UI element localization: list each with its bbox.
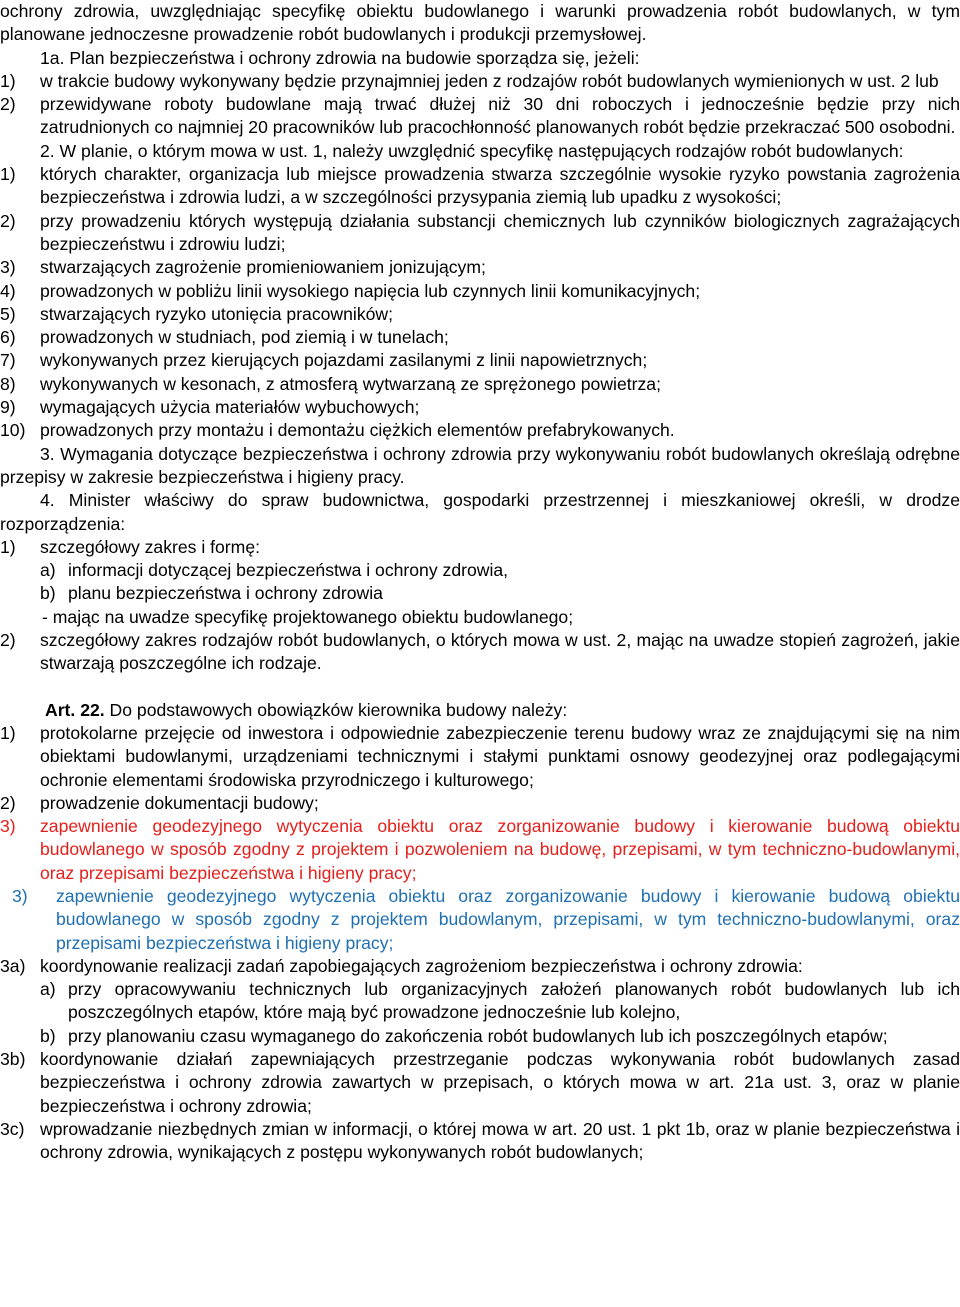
spacer (0, 676, 960, 699)
article-label: Art. 22. (45, 699, 105, 720)
list-item-number: 1) (0, 70, 16, 91)
list-item-number: 1) (0, 536, 16, 557)
deleted-list-item (0, 815, 960, 885)
sub-list-item (0, 559, 960, 582)
list-item-text: stwarzających ryzyko utonięcia pracowników; (40, 303, 393, 324)
section-2-heading-b: należy uwzględnić specyfikę następujących rodzajów robót budowlanych: (332, 140, 904, 161)
amended-list-item (0, 885, 960, 955)
list-item-text: przewidywane roboty budowlane mają trwać dłużej niż 30 dni roboczych i jednocześnie będzie przy nich zatrudnionych co najmniej 20 pracowników lub pracochłonność planowanych robót będzie przekraczać 500 osobodni. (40, 94, 960, 138)
list-item-number: 5) (0, 303, 16, 324)
list-item (0, 536, 960, 559)
list-item (0, 349, 960, 372)
list-item-number: 1) (0, 722, 16, 743)
article-intro: Do podstawowych obowiązków kierownika budowy należy: (109, 699, 568, 720)
dash-note: - mając na uwadze specyfikę projektowanego obiektu budowlanego; (42, 606, 574, 627)
list-item (0, 1118, 960, 1165)
list-item (0, 373, 960, 396)
list-item (0, 629, 960, 676)
sub-list-item-letter: b) (40, 1025, 56, 1046)
list-item-text: zapewnienie geodezyjnego wytyczenia obiektu oraz zorganizowanie budowy i kierowanie budową obiektu budowlanego w sposób zgodny z projektem i pozwoleniem na budowę, przepisami, w tym techniczno-budowlanymi, oraz przepisami bezpieczeństwa i higieny pracy; (40, 816, 960, 883)
section-2-heading-a: 2. W planie, o którym mowa w ust. 1, (40, 140, 328, 161)
list-item-number: 6) (0, 327, 16, 348)
list-item-number: 2) (0, 792, 16, 813)
list-item-number: 3c) (0, 1118, 25, 1139)
section-4-paragraph: 4. Minister właściwy do spraw budownictwa, gospodarki przestrzennej i mieszkaniowej określi, w drodze rozporządzenia: (0, 490, 960, 534)
sub-list-item-letter: a) (40, 979, 56, 1000)
list-item-text: wykonywanych przez kierujących pojazdami zasilanymi z linii napowietrznych; (40, 350, 648, 371)
list-item-text: których charakter, organizacja lub miejsce prowadzenia stwarza szczególnie wysokie ryzyko powstania zagrożenia bezpieczeństwa i zdrowia ludzi, a w szczególności przysypania ziemią lub upadku z wysokości; (40, 164, 960, 208)
list-item (0, 396, 960, 419)
list-item (0, 70, 960, 93)
list-item-text: zapewnienie geodezyjnego wytyczenia obiektu oraz zorganizowanie budowy i kierowanie budową obiektu budowlanego w sposób zgodny z projektem budowlanym, przepisami, w tym techniczno-budowlanymi, oraz przepisami bezpieczeństwa i higieny pracy; (56, 885, 960, 953)
list-item-number: 2) (0, 210, 16, 231)
list-item (0, 955, 960, 978)
list-item-text: koordynowanie realizacji zadań zapobiegających zagrożeniom bezpieczeństwa i ochrony zdrowia: (40, 955, 803, 976)
list-item-text: prowadzonych w studniach, pod ziemią i w tunelach; (40, 327, 449, 348)
list-item-number: 3) (0, 257, 16, 278)
list-item-text: wykonywanych w kesonach, z atmosferą wytwarzaną ze sprężonego powietrza; (40, 373, 661, 394)
list-item (0, 419, 960, 442)
list-item-number: 2) (0, 94, 16, 115)
list-item-text: wprowadzanie niezbędnych zmian w informacji, o której mowa w art. 20 ust. 1 pkt 1b, oraz w planie bezpieczeństwa i ochrony zdrowia, wynikających z postępu wykonywanych robót budowlanych; (40, 1118, 960, 1163)
sub-list-item-text: przy opracowywaniu technicznych lub organizacyjnych założeń planowanych robót budowlanych lub ich poszczególnych etapów, które mają być prowadzone jednocześnie lub kolejno, (68, 979, 960, 1023)
list-item (0, 303, 960, 326)
list-item-text: prowadzonych przy montażu i demontażu ciężkich elementów prefabrykowanych. (40, 420, 675, 441)
list-item-number: 3) (12, 885, 28, 906)
list-item-text: prowadzenie dokumentacji budowy; (40, 792, 319, 813)
list-item-number: 3) (0, 816, 16, 837)
list-item-number: 8) (0, 373, 16, 394)
sub-list-item-text: przy planowaniu czasu wymaganego do zakończenia robót budowlanych lub ich poszczególnych etapów; (68, 1025, 888, 1046)
sub-list-item (0, 582, 960, 605)
list-item-number: 7) (0, 350, 16, 371)
list-item-text: wymagających użycia materiałów wybuchowych; (40, 397, 420, 418)
list-item (0, 326, 960, 349)
sub-list-item (0, 1025, 960, 1048)
sub-list-item-text: informacji dotyczącej bezpieczeństwa i ochrony zdrowia, (68, 560, 509, 581)
list-item (0, 256, 960, 279)
list-item-text: szczegółowy zakres rodzajów robót budowlanych, o których mowa w ust. 2, mając na uwadze stopień zagrożeń, jakie stwarzają poszczególne ich rodzaje. (40, 630, 960, 674)
sub-list-item-letter: b) (40, 583, 56, 604)
list-item-text: protokolarne przejęcie od inwestora i odpowiednie zabezpieczenie terenu budowy wraz ze znajdującymi się na nim obiektami budowlanymi, urządzeniami technicznymi i stałymi punktami osnowy geodezyjnej oraz podlegającymi ochronie elementami środowiska przyrodniczego i kulturowego; (40, 722, 960, 790)
list-item-number: 3a) (0, 955, 26, 976)
list-item (0, 722, 960, 792)
list-item (0, 210, 960, 257)
list-item (0, 93, 960, 140)
list-item (0, 280, 960, 303)
article-22-heading (0, 699, 960, 722)
list-item-number: 3b) (0, 1049, 26, 1070)
section-1a-heading: 1a. Plan bezpieczeństwa i ochrony zdrowia na budowie sporządza się, jeżeli: (40, 47, 640, 68)
list-item-text: koordynowanie działań zapewniających przestrzeganie podczas wykonywania robót budowlanych zasad bezpieczeństwa i ochrony zdrowia zawartych w przepisach, o których mowa w art. 21a ust. 3, oraz w planie bezpieczeństwa i ochrony zdrowia; (40, 1049, 960, 1116)
list-item-number: 9) (0, 397, 16, 418)
sub-list-item-letter: a) (40, 560, 56, 581)
list-item (0, 792, 960, 815)
sub-list-item-text: planu bezpieczeństwa i ochrony zdrowia (68, 583, 383, 604)
list-item-text: prowadzonych w pobliżu linii wysokiego napięcia lub czynnych linii komunikacyjnych; (40, 280, 701, 301)
list-item-text: stwarzających zagrożenie promieniowaniem jonizującym; (40, 257, 486, 278)
sub-list-item (0, 978, 960, 1025)
intro-paragraph: ochrony zdrowia, uwzględniając specyfikę obiektu budowlanego i warunki prowadzenia robót budowlanych, w tym planowane jednoczesne prowadzenie robót budowlanych i produkcji przemysłowej. (0, 1, 960, 45)
list-item-text: przy prowadzeniu których występują działania substancji chemicznych lub czynników biologicznych zagrażających bezpieczeństwu i zdrowiu ludzi; (40, 210, 960, 254)
section-3-paragraph: 3. Wymagania dotyczące bezpieczeństwa i ochrony zdrowia przy wykonywaniu robót budowlanych określają odrębne przepisy w zakresie bezpieczeństwa i higieny pracy. (0, 443, 960, 487)
list-item-number: 4) (0, 280, 16, 301)
section-2-heading (0, 140, 960, 163)
list-item (0, 163, 960, 210)
list-item (0, 1048, 960, 1118)
list-item-text: szczegółowy zakres i formę: (40, 536, 260, 557)
list-item-number: 10) (0, 420, 26, 441)
list-item-text: w trakcie budowy wykonywany będzie przynajmniej jeden z rodzajów robót budowlanych wymienionych w ust. 2 lub (40, 70, 939, 91)
list-item-number: 1) (0, 164, 16, 185)
list-item-number: 2) (0, 630, 16, 651)
